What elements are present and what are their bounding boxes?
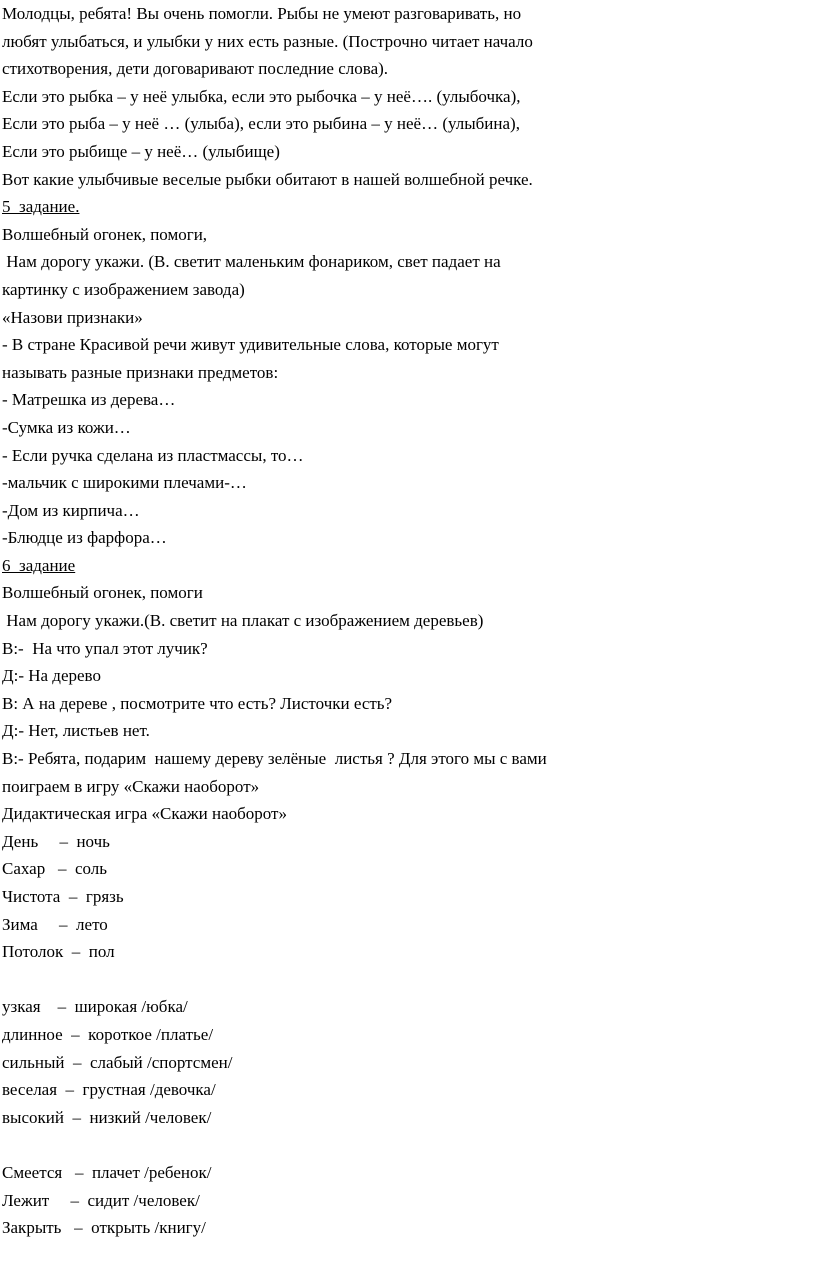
text-line: веселая – грустная /девочка/ [2,1080,216,1100]
text-line: Нам дорогу укажи. (В. светит маленьким фонариком, свет падает на [2,252,501,272]
text-line: Чистота – грязь [2,887,124,906]
text-line: - Матрешка из дерева… [2,390,176,410]
text-line: -Блюдце из фарфора… [2,528,167,548]
text-line: Если это рыбище – у неё… (улыбище) [2,141,280,161]
text-line: -Сумка из кожи… [2,417,131,437]
text-line: длинное – короткое /платье/ [2,1024,214,1044]
text-line: картинку с изображением завода) [2,279,245,299]
document-body [2,0,814,1242]
text-line: Волшебный огонек, помоги [2,583,203,603]
text-line: Сахар – соль [2,859,108,879]
text-line: Потолок – пол [2,942,115,962]
text-line: Д:- Нет, листьев нет. [2,721,150,741]
text-line: Если это рыба – у неё … (улыба), если это рыбина – у неё… (улыбина), [2,114,520,134]
text-line: Д:- На дерево [2,666,101,686]
text-line: поиграем в игру «Скажи наоборот» [2,776,260,796]
text-line: любят улыбаться, и улыбки у них есть разные. (Построчно читает начало [2,31,533,51]
text-line: Волшебный огонек, помоги, [2,224,208,244]
text-line: «Назови признаки» [2,307,143,327]
text-line: Нам дорогу укажи.(В. светит на плакат с изображением деревьев) [2,611,484,631]
text-line: - Если ручка сделана из пластмассы, то… [2,445,304,465]
text-line: В:- Ребята, подарим нашему дереву зелёные листья ? Для этого мы с вами [2,749,547,769]
text-line: Лежит – сидит /человек/ [2,1190,200,1210]
text-line: Дидактическая игра «Скажи наоборот» [2,804,287,824]
text-line: Если это рыбка – у неё улыбка, если это рыбочка – у неё…. (улыбочка), [2,86,521,106]
text-line: -Дом из кирпича… [2,500,140,520]
text-line: называть разные признаки предметов: [2,362,279,382]
text-line: День – ночь [2,831,110,851]
blank-line [2,1131,814,1159]
text-line: Молодцы, ребята! Вы очень помогли. Рыбы не умеют разговаривать, но [2,4,522,23]
text-line: -мальчик с широкими плечами-… [2,473,247,493]
text-line: стихотворения, дети договаривают последние слова). [2,59,389,79]
text-line: В: А на дереве , посмотрите что есть? Листочки есть? [2,693,393,713]
text-line: сильный – слабый /спортсмен/ [2,1052,233,1072]
text-line: Смеется – плачет /ребенок/ [2,1162,212,1182]
text-line: Закрыть – открыть /книгу/ [2,1218,206,1238]
text-line: Зима – лето [2,914,108,934]
section-heading: 6 задание [2,555,76,575]
text-line: узкая – широкая /юбка/ [2,997,188,1017]
text-line: Вот какие улыбчивые веселые рыбки обитают в нашей волшебной речке. [2,169,533,189]
text-line: В:- На что упал этот лучик? [2,638,208,658]
section-heading: 5 задание. [2,197,80,217]
blank-line [2,966,814,994]
text-line: - В стране Красивой речи живут удивительные слова, которые могут [2,335,499,355]
text-line: высокий – низкий /человек/ [2,1107,212,1127]
